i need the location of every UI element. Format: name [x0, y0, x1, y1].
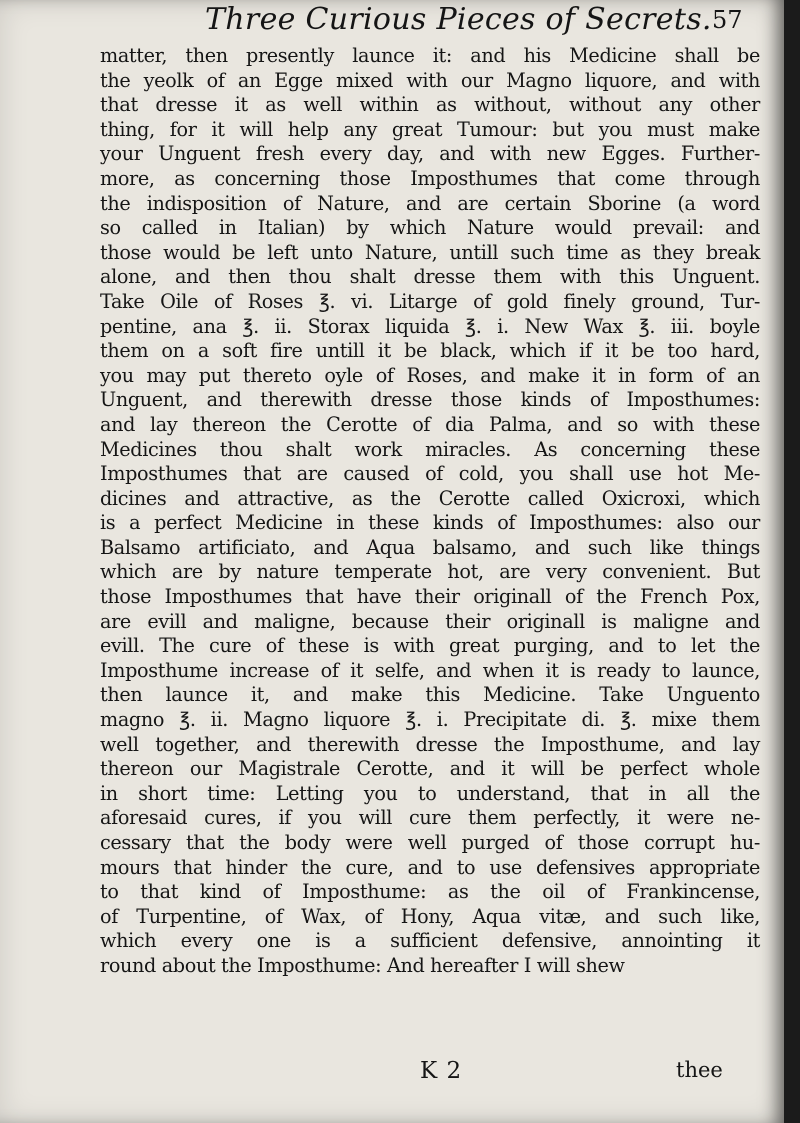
- text-line: well together, and therewith dresse the Imposthume, and lay: [100, 732, 760, 756]
- text-line: them on a soft fire untill it be black, which if it be too hard,: [100, 339, 760, 363]
- text-line: Unguent, and therewith dresse those kinds of Imposthumes:: [100, 388, 760, 412]
- page-number: 57: [712, 6, 743, 34]
- text-line: then launce it, and make this Medicine. Take Unguento: [100, 683, 760, 707]
- text-line: thereon our Magistrale Cerotte, and it will be perfect whole: [100, 757, 760, 781]
- text-line: is a perfect Medicine in these kinds of Imposthumes: also our: [100, 511, 760, 535]
- text-line: alone, and then thou shalt dresse them with this Unguent.: [100, 265, 760, 289]
- text-line: Imposthumes that are caused of cold, you shall use hot Me-: [100, 462, 760, 486]
- text-line: which are by nature temperate hot, are very convenient. But: [100, 560, 760, 584]
- text-line: Balsamo artificiato, and Aqua balsamo, and such like things: [100, 535, 760, 559]
- text-line: Medicines thou shalt work miracles. As concerning these: [100, 437, 760, 461]
- text-line: in short time: Letting you to understand, that in all the: [100, 781, 760, 805]
- signature-mark: K 2: [420, 1058, 463, 1084]
- text-line: cessary that the body were well purged of those corrupt hu-: [100, 831, 760, 854]
- text-line: Take Oile of Roses ℥. vi. Litarge of gold finely ground, Tur-: [100, 289, 760, 313]
- body-text: [100, 44, 760, 979]
- text-line: Imposthume increase of it selfe, and when it is ready to launce,: [100, 658, 760, 682]
- page-header: [0, 2, 784, 38]
- text-line: pentine, ana ℥. ii. Storax liquida ℥. i. New Wax ℥. iii. boyle: [100, 314, 760, 338]
- running-title: Three Curious Pieces of Secrets.: [205, 2, 712, 37]
- text-line: the yeolk of an Egge mixed with our Magno liquore, and with: [100, 68, 760, 92]
- page-footer: [0, 1058, 784, 1092]
- text-line: you may put thereto oyle of Roses, and make it in form of an: [100, 363, 760, 387]
- text-line: mours that hinder the cure, and to use defensives appropriate: [100, 855, 760, 879]
- text-line: so called in Italian) by which Nature would prevail: and: [100, 216, 760, 240]
- text-line: evill. The cure of these is with great purging, and to let the: [100, 634, 760, 658]
- text-line: the indisposition of Nature, and are certain Sborine (a word: [100, 191, 760, 215]
- text-line: matter, then presently launce it: and his Medicine shall be: [100, 44, 760, 67]
- text-line: of Turpentine, of Wax, of Hony, Aqua vitæ, and such like,: [100, 904, 760, 928]
- text-line: round about the Imposthume: And hereafter I will shew: [100, 953, 625, 977]
- text-line: dicines and attractive, as the Cerotte called Oxicroxi, which: [100, 486, 760, 510]
- text-line: those Imposthumes that have their originall of the French Pox,: [100, 585, 760, 609]
- text-line: that dresse it as well within as without, without any other: [100, 93, 760, 117]
- text-line: are evill and maligne, because their originall is maligne and: [100, 609, 760, 633]
- text-line: aforesaid cures, if you will cure them perfectly, it were ne-: [100, 806, 760, 830]
- text-line: those would be left unto Nature, untill such time as they break: [100, 240, 760, 264]
- text-line: and lay thereon the Cerotte of dia Palma, and so with these: [100, 412, 760, 436]
- text-line: more, as concerning those Imposthumes that come through: [100, 166, 760, 190]
- catchword: thee: [676, 1058, 723, 1082]
- text-line: thing, for it will help any great Tumour: but you must make: [100, 117, 760, 141]
- text-line: magno ℥. ii. Magno liquore ℥. i. Precipitate di. ℥. mixe them: [100, 708, 760, 732]
- text-line: to that kind of Imposthume: as the oil of Frankincense,: [100, 880, 760, 904]
- text-line: which every one is a sufficient defensive, annointing it: [100, 929, 760, 953]
- text-line: your Unguent fresh every day, and with new Egges. Further-: [100, 142, 760, 166]
